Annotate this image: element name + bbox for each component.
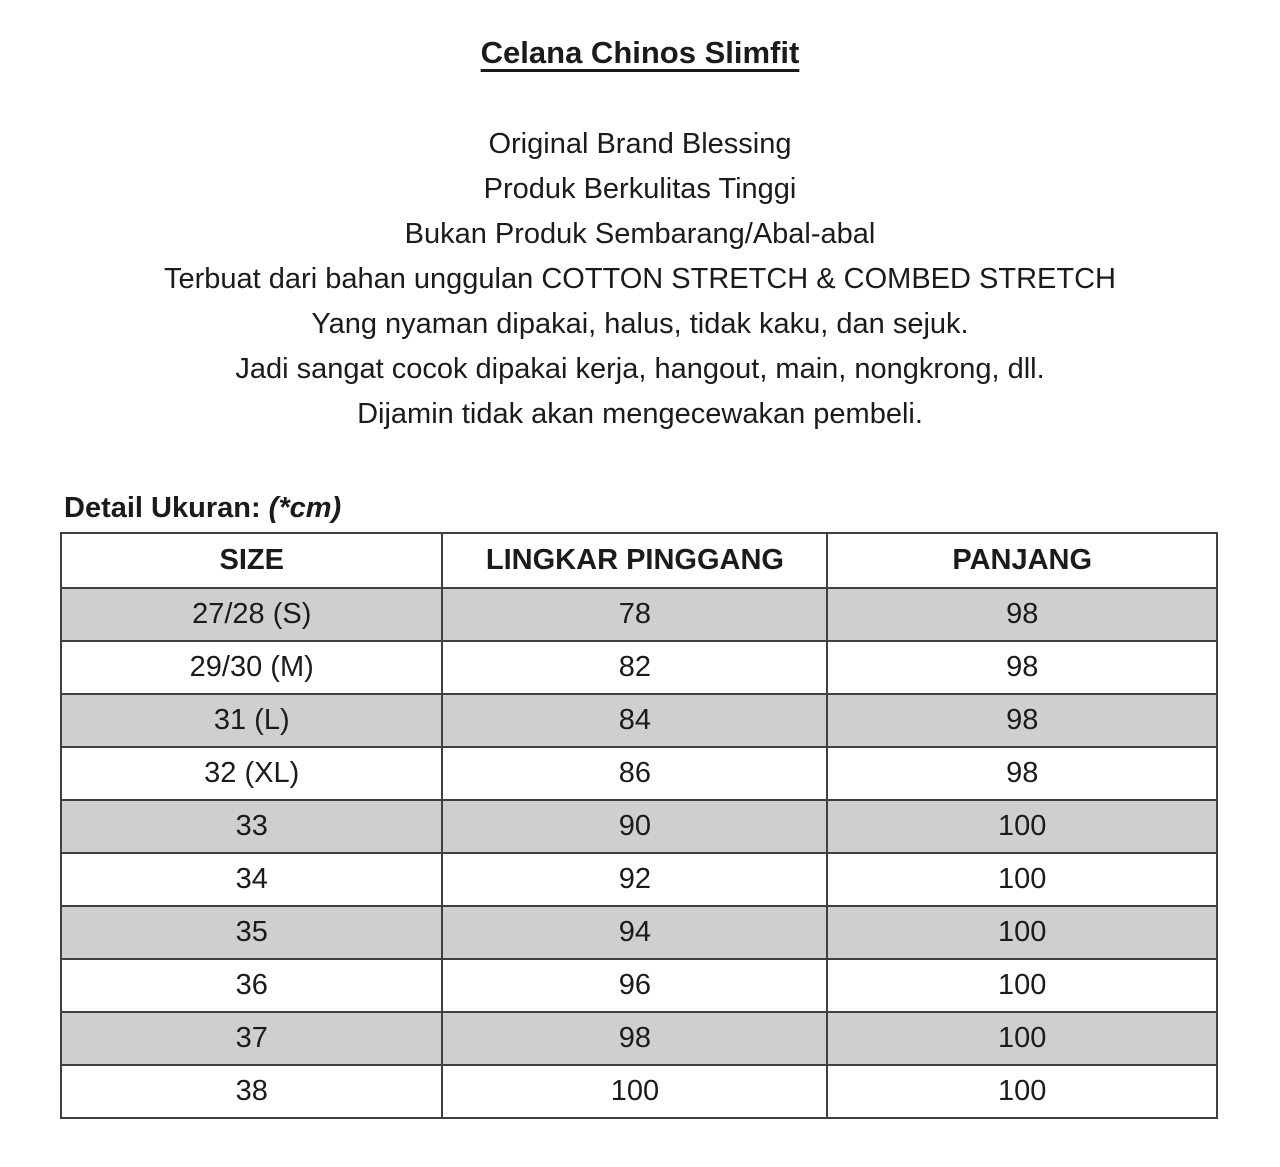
table-row <box>61 747 1217 800</box>
description-line: Produk Berkulitas Tinggi <box>483 173 797 205</box>
cell-size: 29/30 (M) <box>61 641 442 694</box>
cell-lingkar-pinggang: 100 <box>442 1065 827 1118</box>
cell-lingkar-pinggang: 92 <box>442 853 827 906</box>
table-row <box>61 800 1217 853</box>
table-row <box>61 853 1217 906</box>
description-line: Yang nyaman dipakai, halus, tidak kaku, dan sejuk. <box>311 308 969 340</box>
page-title: Celana Chinos Slimfit <box>480 35 800 70</box>
cell-panjang: 100 <box>827 853 1217 906</box>
description-line: Terbuat dari bahan unggulan COTTON STRETCH & COMBED STRETCH <box>164 263 1116 295</box>
description-line: Original Brand Blessing <box>488 128 792 160</box>
cell-lingkar-pinggang: 98 <box>442 1012 827 1065</box>
cell-panjang: 100 <box>827 959 1217 1012</box>
cell-lingkar-pinggang: 86 <box>442 747 827 800</box>
cell-panjang: 98 <box>827 641 1217 694</box>
cell-size: 37 <box>61 1012 442 1065</box>
cell-size: 34 <box>61 853 442 906</box>
cell-lingkar-pinggang: 90 <box>442 800 827 853</box>
cell-size: 31 (L) <box>61 694 442 747</box>
table-row <box>61 1065 1217 1118</box>
size-table <box>60 532 1218 1119</box>
column-header-panjang: PANJANG <box>827 533 1217 588</box>
table-header-row <box>61 533 1217 588</box>
table-row <box>61 1012 1217 1065</box>
cell-panjang: 98 <box>827 694 1217 747</box>
cell-size: 36 <box>61 959 442 1012</box>
size-detail-heading <box>64 491 1220 525</box>
cell-panjang: 100 <box>827 1065 1217 1118</box>
cell-lingkar-pinggang: 78 <box>442 588 827 641</box>
size-table-body <box>61 588 1217 1118</box>
size-detail-label: Detail Ukuran: <box>64 492 261 524</box>
cell-panjang: 100 <box>827 800 1217 853</box>
cell-panjang: 100 <box>827 906 1217 959</box>
cell-panjang: 100 <box>827 1012 1217 1065</box>
product-description <box>60 122 1220 437</box>
size-detail-unit: (*cm) <box>268 492 342 524</box>
table-row <box>61 906 1217 959</box>
cell-panjang: 98 <box>827 747 1217 800</box>
column-header-lingkar-pinggang: LINGKAR PINGGANG <box>442 533 827 588</box>
table-row <box>61 588 1217 641</box>
column-header-size: SIZE <box>61 533 442 588</box>
cell-lingkar-pinggang: 82 <box>442 641 827 694</box>
description-line: Jadi sangat cocok dipakai kerja, hangout, main, nongkrong, dll. <box>235 353 1045 385</box>
cell-lingkar-pinggang: 96 <box>442 959 827 1012</box>
cell-panjang: 98 <box>827 588 1217 641</box>
table-row <box>61 641 1217 694</box>
cell-size: 38 <box>61 1065 442 1118</box>
size-table-head <box>61 533 1217 588</box>
cell-lingkar-pinggang: 84 <box>442 694 827 747</box>
table-row <box>61 959 1217 1012</box>
description-line: Bukan Produk Sembarang/Abal-abal <box>404 218 876 250</box>
cell-lingkar-pinggang: 94 <box>442 906 827 959</box>
description-line: Dijamin tidak akan mengecewakan pembeli. <box>357 398 923 430</box>
cell-size: 35 <box>61 906 442 959</box>
table-row <box>61 694 1217 747</box>
cell-size: 32 (XL) <box>61 747 442 800</box>
cell-size: 33 <box>61 800 442 853</box>
cell-size: 27/28 (S) <box>61 588 442 641</box>
